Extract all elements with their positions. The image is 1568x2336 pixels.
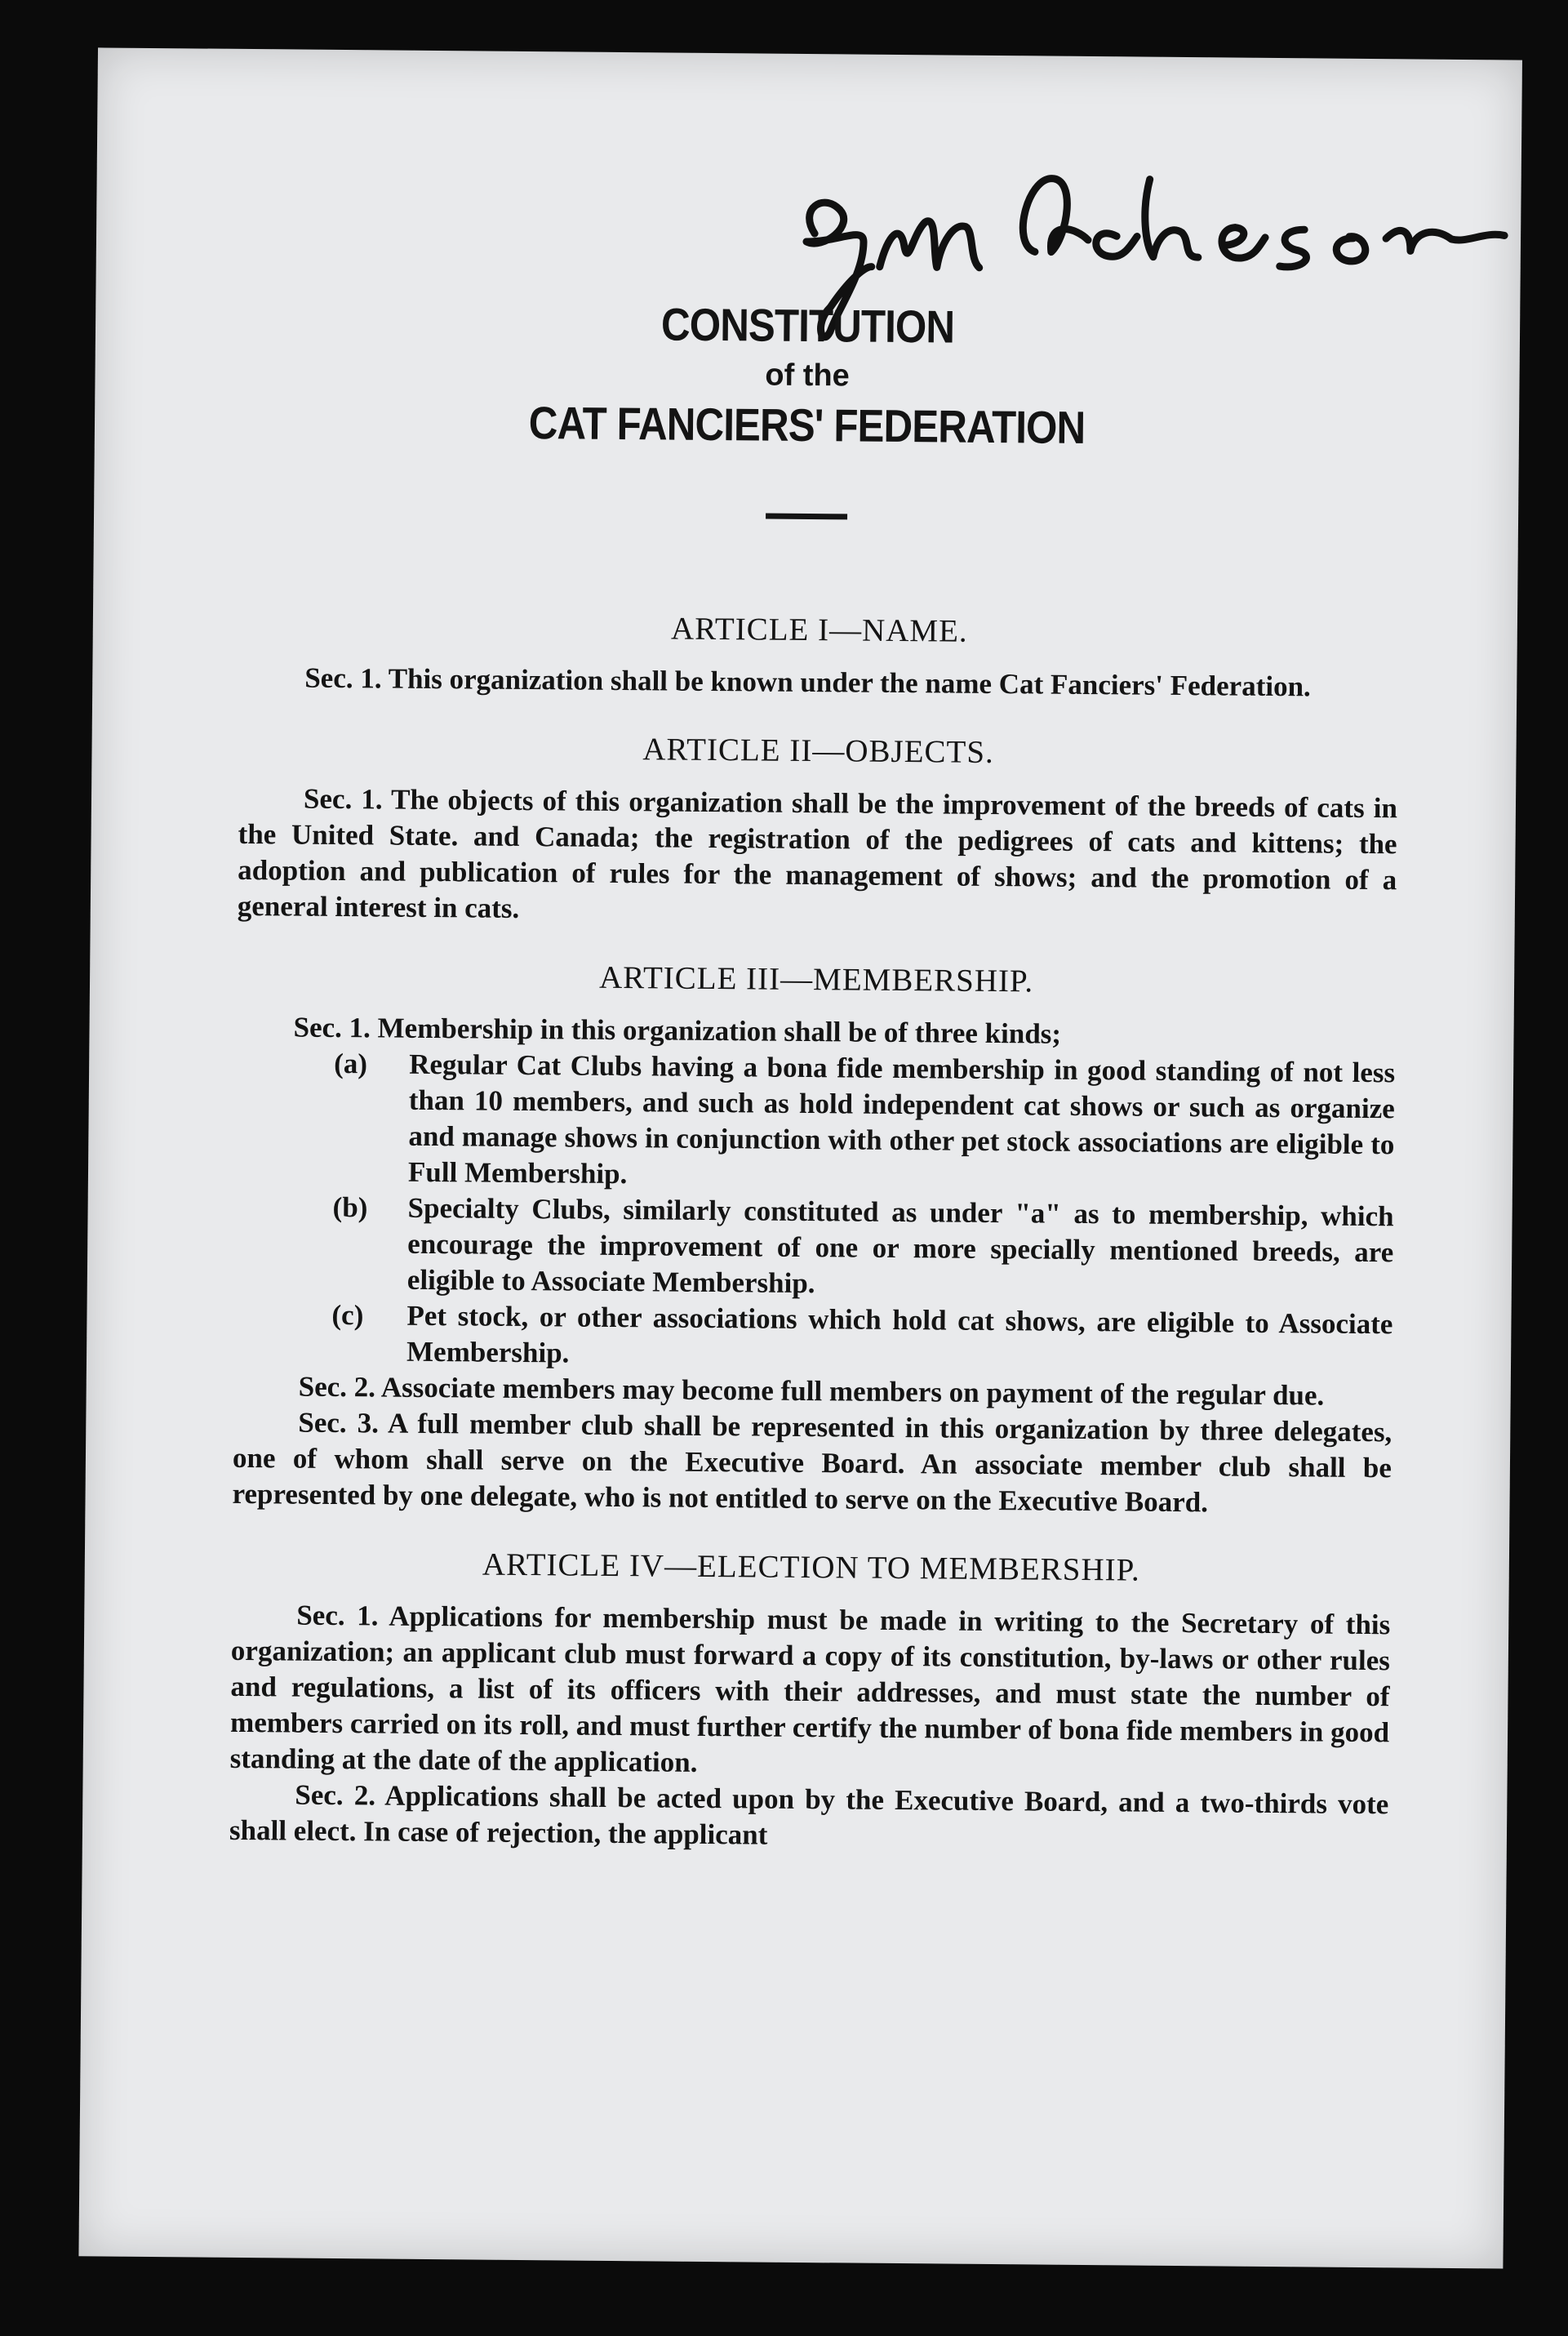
- article-3-sec-2: Sec. 2. Associate members may become full members on payment of the regular due.: [298, 1370, 1325, 1412]
- item-tag-a: (a): [334, 1047, 368, 1080]
- article-4-heading: ARTICLE IV—ELECTION TO MEMBERSHIP.: [482, 1546, 1140, 1588]
- article-4-sec-2: Sec. 2. Applications shall be acted upon by the Executive Board, and a two-thirds vote shall elect. In case of rejection, the applicant: [229, 1778, 1389, 1851]
- membership-item-a: [333, 1046, 1395, 1199]
- article-3-sec-1-intro: Sec. 1. Membership in this organization shall be of three kinds;: [293, 1011, 1062, 1050]
- item-text-b: Specialty Clubs, similarly constituted as under "a" as to membership, which encourage the improvement of one or more specially mentioned breeds, are eligible to Associate Membership.: [406, 1191, 1394, 1300]
- article-1-sec-1: Sec. 1. This organization shall be known under the name Cat Fanciers' Federation.: [304, 661, 1311, 703]
- title-constitution: CONSTITUTION: [660, 298, 955, 353]
- membership-item-b: [332, 1190, 1394, 1306]
- article-3-sec-3: Sec. 3. A full member club shall be represented in this organization by three delegates, one of whom shall serve on the Executive Board. An associate member club shall be represented by one delegate, who is not entitled to serve on the Executive Board.: [232, 1406, 1393, 1519]
- membership-item-c: [331, 1297, 1393, 1378]
- article-1-heading: ARTICLE I—NAME.: [670, 611, 968, 649]
- item-text-a: Regular Cat Clubs having a bona fide membership in good standing of not less than 10 members, and such as hold independent cat shows or such as organize and manage shows in conjunction with other pet stock associations are eligible to Full Membership.: [407, 1048, 1396, 1190]
- document-page: [78, 47, 1522, 2268]
- title-rule-divider: [766, 514, 847, 520]
- title-block: [94, 292, 1520, 525]
- article-2-heading: ARTICLE II—OBJECTS.: [642, 732, 994, 770]
- article-2-sec-1: Sec. 1. The objects of this organization shall be the improvement of the breeds of cats in the United State. and Canada; the registration of the pedigrees of cats and kittens; the adoption and publication of rules for the management of shows; and the promotion of a general interest in cats.: [237, 782, 1398, 924]
- title-of-the: of the: [765, 358, 850, 394]
- item-tag-b: (b): [332, 1190, 368, 1224]
- title-federation-name: CAT FANCIERS' FEDERATION: [528, 397, 1086, 453]
- article-3-heading: ARTICLE III—MEMBERSHIP.: [598, 959, 1034, 999]
- article-4-sec-1: Sec. 1. Applications for membership must be made in writing to the Secretary of this organization; an applicant club must forward a copy of its constitution, by-laws or other rules and regulations, a list of its officers with their addresses, and must state the number of members carried on its roll, and must further certify the number of bona fide members in good standing at the date of the application.: [229, 1599, 1391, 1778]
- item-tag-c: (c): [331, 1298, 364, 1332]
- item-text-c: Pet stock, or other associations which hold cat shows, are eligible to Associate Membership.: [406, 1299, 1393, 1369]
- constitution-body: [229, 591, 1399, 1858]
